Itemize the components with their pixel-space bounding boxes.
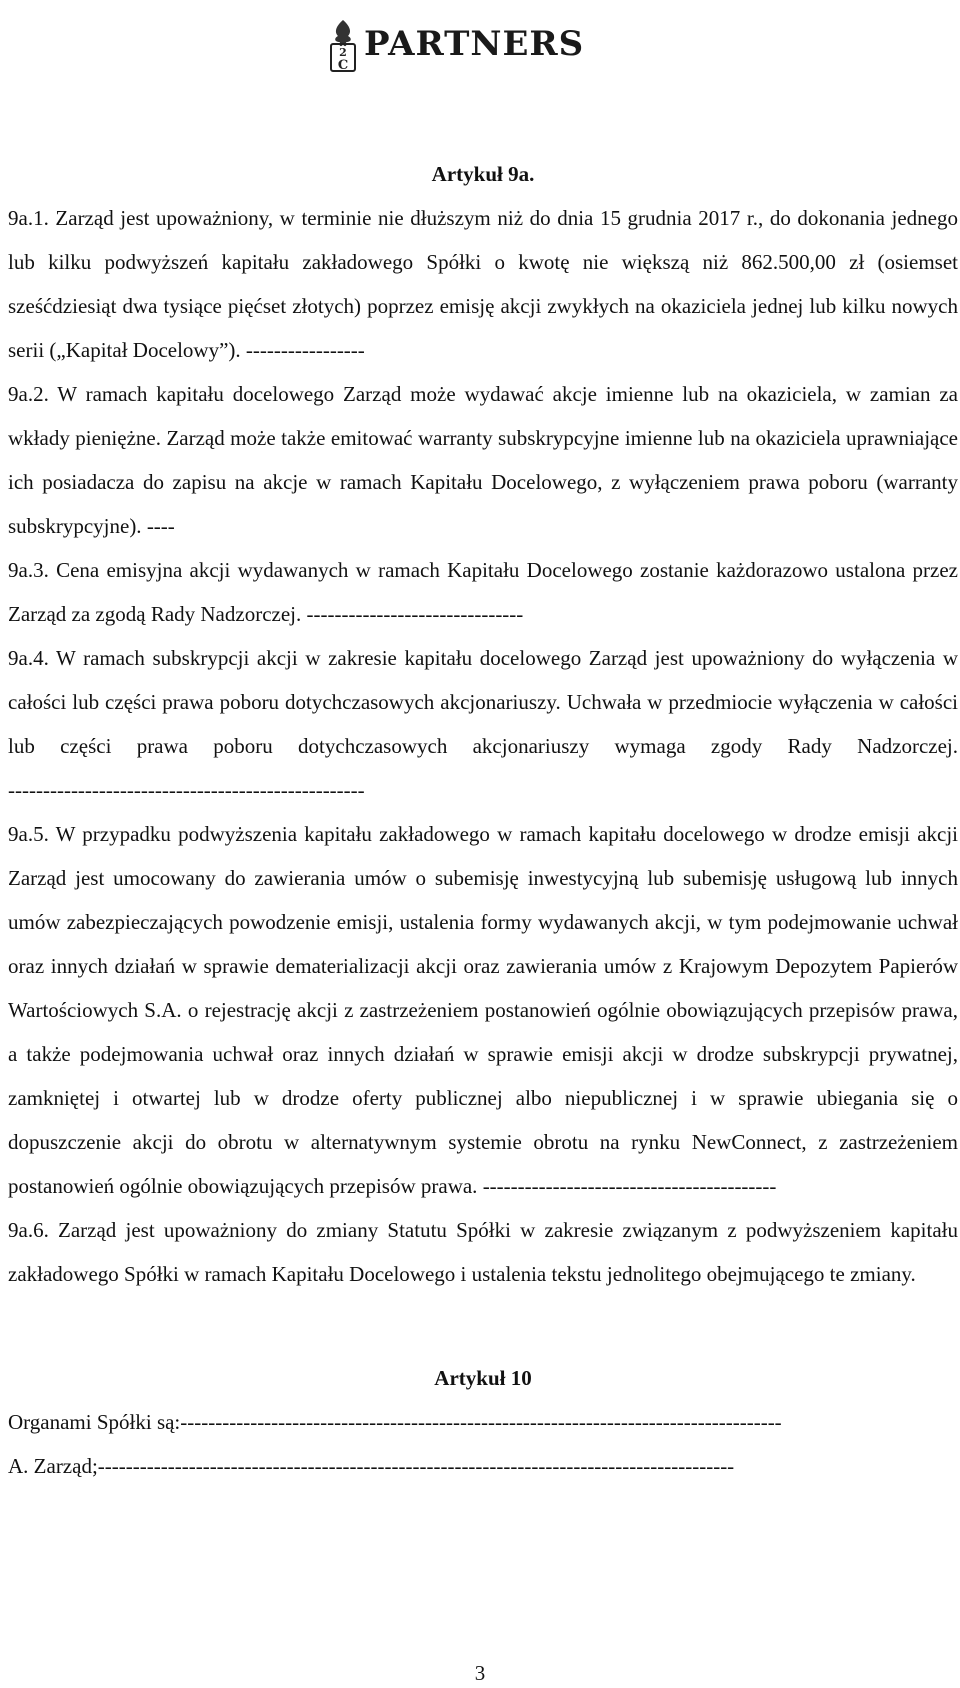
article-10-heading: Artykuł 10 [434, 1366, 532, 1390]
paragraph-9a-2-dashes: ---- [146, 514, 175, 538]
paragraph-9a-5 [8, 812, 958, 1208]
paragraph-9a-1 [8, 196, 958, 372]
logo-text: PARTNERS [364, 24, 585, 64]
svg-text:C: C [337, 58, 349, 72]
paragraph-9a-2 [8, 372, 958, 548]
paragraph-9a-1-dashes: ----------------- [245, 338, 365, 362]
paragraph-9a-5-dashes: ------------------------------------------ [482, 1174, 777, 1198]
page-number: 3 [474, 1661, 486, 1685]
article-10-line-organs [8, 1400, 958, 1444]
paragraph-9a-4 [8, 636, 958, 812]
document-body [8, 152, 958, 1488]
board-label: A. Zarząd; [8, 1454, 98, 1478]
article-9a-heading: Artykuł 9a. [431, 162, 535, 186]
svg-text:2: 2 [339, 46, 347, 59]
company-logo [328, 0, 584, 72]
section-spacer [8, 1296, 958, 1356]
paragraph-9a-4-text: 9a.4. W ramach subskrypcji akcji w zakresie kapitału docelowego Zarząd jest upoważniony do wyłączenia w całości lub części prawa poboru dotychczasowych akcjonariuszy. Uchwała w przedmiocie wyłączenia w całości lub części prawa poboru dotychczasowych akcjonariuszy wymaga zgody Rady Nadzorczej. [8, 646, 958, 758]
organs-label: Organami Spółki są: [8, 1410, 181, 1434]
paragraph-9a-2-text: 9a.2. W ramach kapitału docelowego Zarząd może wydawać akcje imienne lub na okaziciela, w zamian za wkłady pieniężne. Zarząd może także emitować warranty subskrypcyjne imienne lub na okaziciela uprawniające ich posiadacza do zapisu na akcje w ramach Kapitału Docelowego, z wyłączeniem prawa poboru (warranty subskrypcyjne). [8, 382, 958, 538]
logo-emblem-icon [328, 18, 358, 72]
paragraph-9a-4-dashes: --------------------------------------------------- [8, 778, 365, 802]
organs-dashes: -------------------------------------------------------------------------------------- [180, 1410, 782, 1434]
paragraph-9a-6-text: 9a.6. Zarząd jest upoważniony do zmiany Statutu Spółki w zakresie związanym z podwyższeniem kapitału zakładowego Spółki w ramach Kapitału Docelowego i ustalenia tekstu jednolitego obejmującego te zmiany. [8, 1218, 958, 1286]
paragraph-9a-5-text: 9a.5. W przypadku podwyższenia kapitału zakładowego w ramach kapitału docelowego w drodze emisji akcji Zarząd jest umocowany do zawierania umów o subemisję inwestycyjną lub subemisję usługową lub innych umów zabezpieczających powodzenie emisji, ustalenia formy wydawanych akcji, w tym podejmowanie uchwał oraz innych działań w sprawie dematerializacji akcji oraz zawierania umów z Krajowym Depozytem Papierów Wartościowych S.A. o rejestrację akcji z zastrzeżeniem postanowień ogólnie obowiązujących przepisów prawa, a także podejmowania uchwał oraz innych działań w sprawie emisji akcji w drodze subskrypcji prywatnej, zamkniętej i otwartej lub w drodze oferty publicznej albo niepublicznej i w sprawie ubiegania się o dopuszczenie akcji do obrotu w alternatywnym systemie obrotu na rynku NewConnect, z zastrzeżeniem postanowień ogólnie obowiązujących przepisów prawa. [8, 822, 958, 1198]
paragraph-9a-1-text: 9a.1. Zarząd jest upoważniony, w terminie nie dłuższym niż do dnia 15 grudnia 2017 r., do dokonania jednego lub kilku podwyższeń kapitału zakładowego Spółki o kwotę nie większą niż 862.500,00 zł (osiemset sześćdziesiąt dwa tysiące pięćset złotych) poprzez emisję akcji zwykłych na okaziciela jednej lub kilku nowych serii („Kapitał Docelowy”). [8, 206, 958, 362]
paragraph-9a-6 [8, 1208, 958, 1296]
paragraph-9a-3-dashes: ------------------------------- [306, 602, 524, 626]
article-10-line-board [8, 1444, 958, 1488]
paragraph-9a-3 [8, 548, 958, 636]
paragraph-9a-3-text: 9a.3. Cena emisyjna akcji wydawanych w ramach Kapitału Docelowego zostanie każdorazowo ustalona przez Zarząd za zgodą Rady Nadzorczej. [8, 558, 958, 626]
board-dashes: ------------------------------------------------------------------------------------------- [97, 1454, 735, 1478]
